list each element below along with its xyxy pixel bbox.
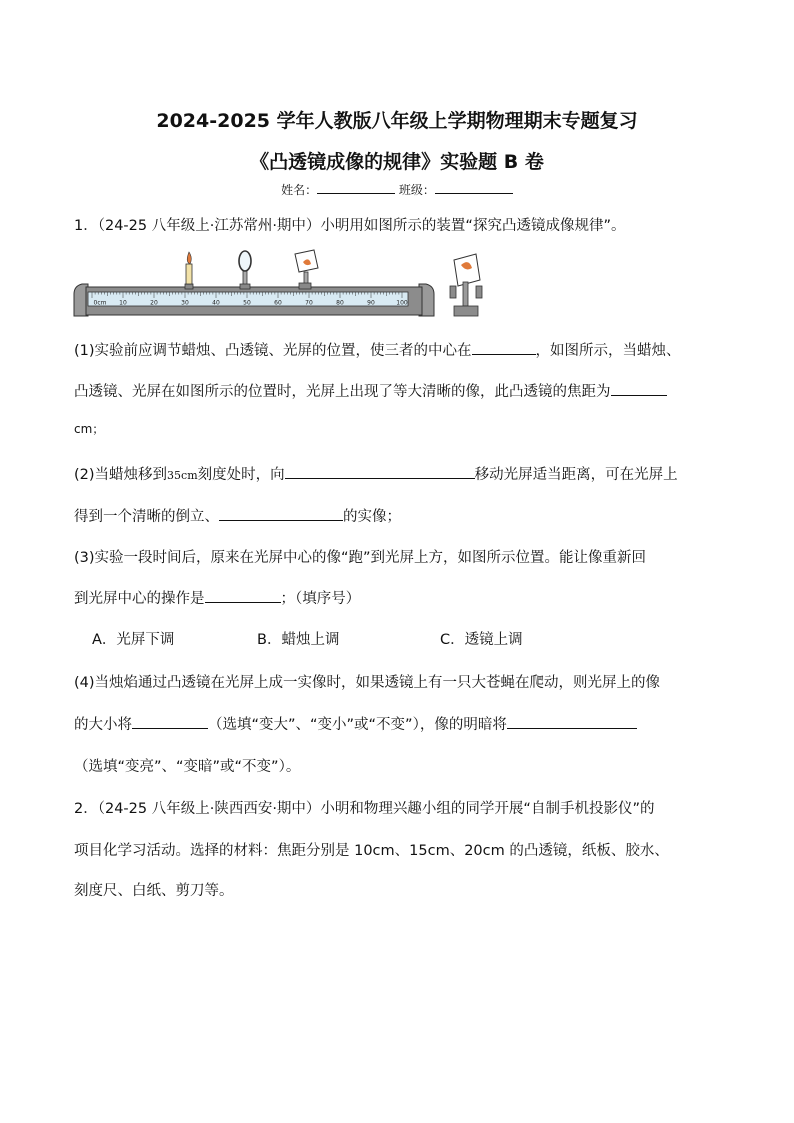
candle-flame-icon	[187, 252, 191, 264]
ruler-tick-label: 90	[367, 299, 375, 307]
q1-stem: 1．（24-25 八年级上·江苏常州·期中）小明用如图所示的装置“探究凸透镜成像规律”。	[74, 218, 626, 234]
title-line-1: 2024-2025 学年人教版八年级上学期物理期末专题复习	[156, 110, 638, 132]
q1-part2-line2	[74, 505, 401, 526]
q1-p3-blank[interactable]	[205, 590, 281, 603]
convex-lens	[239, 251, 251, 289]
ruler-tick-label: 20	[150, 299, 158, 307]
ruler-tick-label: 10	[119, 299, 127, 307]
title-line-2: 《凸透镜成像的规律》实验题 B 卷	[250, 151, 544, 173]
name-class-line	[0, 181, 794, 198]
q1-p4-blank-1[interactable]	[132, 716, 208, 729]
q1-p4-text-c: （选填“变大”、“变小”或“不变”），像的明暗将	[208, 717, 507, 733]
q1-part1-line1	[74, 339, 681, 360]
screen-detail	[450, 254, 482, 316]
q2-line-2: 项目化学习活动。选择的材料：焦距分别是 10cm、15cm、20cm 的凸透镜，纸板、胶水、	[74, 843, 669, 859]
q1-p4-blank-2[interactable]	[507, 716, 637, 729]
ruler-tick-label: 30	[181, 299, 189, 307]
q1-p1-text-b: ，如图所示，当蜡烛、	[535, 343, 681, 359]
ruler-tick-label: 0cm	[93, 299, 107, 307]
q1-part1-line2	[74, 380, 667, 401]
ruler-tick-label: 70	[305, 299, 313, 307]
q1-p4-text-b: 的大小将	[74, 717, 132, 733]
q1-p2-text-e: 得到一个清晰的倒立、	[74, 509, 219, 525]
q1-part4-line2	[74, 713, 637, 734]
q2-line-1: 2．（24-25 八年级上·陕西西安·期中）小明和物理兴趣小组的同学开展“自制手机投影仪”的	[74, 801, 655, 817]
q1-option-a[interactable]: A．光屏下调	[92, 632, 175, 648]
q1-p2-value: 35cm	[167, 469, 198, 482]
candle	[185, 252, 193, 289]
ruler-tick-label: 60	[274, 299, 282, 307]
q1-part3-line1: (3)实验一段时间后，原来在光屏中心的像“跑”到光屏上方，如图所示位置。能让像重新回	[74, 550, 647, 566]
q1-p2-text-d: 移动光屏适当距离，可在光屏上	[474, 467, 678, 483]
q1-part2-line1	[74, 463, 678, 484]
q1-part1-line3: cm；	[74, 422, 105, 436]
q1-p2-text-c: 刻度处时，向	[197, 467, 285, 483]
q1-p3-text-c: ；（填序号）	[280, 591, 361, 607]
q1-part4-line3: （选填“变亮”、“变暗”或“不变”）。	[74, 759, 301, 775]
q1-option-b[interactable]: B．蜡烛上调	[257, 632, 340, 648]
ruler-tick-label: 40	[212, 299, 220, 307]
q1-p2-blank-2[interactable]	[219, 508, 343, 521]
ruler-tick-label: 50	[243, 299, 251, 307]
q1-p3-text-b: 到光屏中心的操作是	[74, 591, 205, 607]
optical-bench-figure	[70, 246, 500, 326]
q1-p1-blank-2[interactable]	[611, 383, 667, 396]
q1-p1-text-c: 凸透镜、光屏在如图所示的位置时，光屏上出现了等大清晰的像，此凸透镜的焦距为	[74, 384, 611, 400]
q1-p1-blank-1[interactable]	[472, 342, 536, 355]
light-screen	[295, 250, 318, 289]
class-label: 班级：	[398, 183, 435, 197]
q1-option-c[interactable]: C．透镜上调	[440, 632, 523, 648]
q1-part4-line1: (4)当烛焰通过凸透镜在光屏上成一实像时，如果透镜上有一只大苍蝇在爬动，则光屏上的像	[74, 675, 661, 691]
name-label: 姓名：	[281, 183, 318, 197]
q1-p2-blank-1[interactable]	[285, 466, 475, 479]
q1-p2-text-f: 的实像；	[343, 509, 401, 525]
ruler-tick-label: 80	[336, 299, 344, 307]
ruler-tick-label: 100	[396, 299, 408, 307]
class-blank[interactable]	[435, 181, 513, 194]
name-blank[interactable]	[317, 181, 395, 194]
q1-p2-text-a: (2)当蜡烛移到	[74, 467, 168, 483]
q2-line-3: 刻度尺、白纸、剪刀等。	[74, 883, 234, 899]
q1-part3-line2	[74, 587, 360, 608]
q1-p1-text-a: (1)实验前应调节蜡烛、凸透镜、光屏的位置，使三者的中心在	[74, 343, 472, 359]
